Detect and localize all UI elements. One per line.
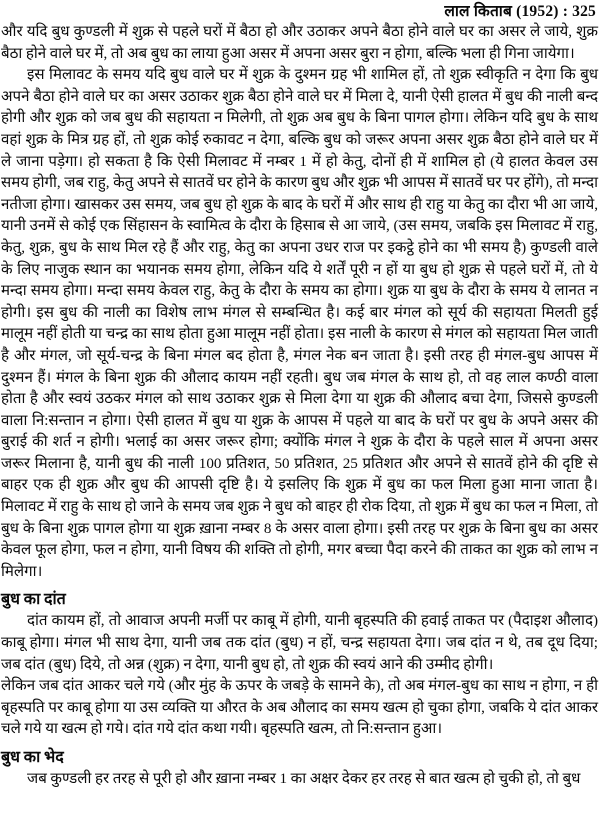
paragraph: जब कुण्डली हर तरह से पूरी हो और ख़ाना नम्बर 1 का अक्षर देकर हर तरह से बात खत्म हो चुकी हो, तो बुध [27,771,581,787]
paragraph-continuation: और यदि बुध कुण्डली में शुक्र से पहले घरों में बैठा हो और उठाकर अपने बैठा होने वाले घर का असर ले जाये, शुक्र बैठा होने वाले घर में, तो अब बुध का लाया हुआ असर में अपना असर बुरा न होगा, बल्कि भला ही गिना जायेगा। [1,24,598,62]
page-body [1,22,598,791]
running-head: लाल किताब (1952) : 325 [444,3,596,20]
paragraph: इस मिलावट के समय यदि बुध वाले घर में शुक्र के दुश्मन ग्रह भी शामिल हों, तो शुक्र स्वीकृति न देगा कि बुध अपने बैठा होने वाले घर का असर उठाकर शुक्र बैठा होने वाले घर में मिला दे, यानी ऐसी हालत में बुध की नाली बन्द होगी और शुक्र को जब बुध की सहायता न मिलेगी, तो शुक्र अब बुध के बिना पागल होगा। लेकिन यदि बुध के साथ वहां शुक्र के मित्र ग्रह हों, तो शुक्र कोई रुकावट न देगा, बल्कि बुध को जरूर अपना असर शुक्र बैठा होने वाले घर में ले जाना पड़ेगा। हो सकता है कि ऐसी मिलावट में नम्बर 1 में हो केतु, दोनों ही में शामिल हो (ये हालत केवल उस समय होगी, जब राहु, केतु अपने से सातवें घर होने के कारण बुध और शुक्र भी आपस में सातवें घर पर होंगे), तो मन्दा नतीजा होगा। खासकर उस समय, जब बुध हो शुक्र के बाद के घरों में और साथ ही राहु या केतु का दौरा भी आ जाये, यानी उनमें से कोई एक सिंहासन के स्वामित्व के दौरा के हिसाब से आ जाये, (उस समय, जबकि इस मिलावट में राहु, केतु, शुक्र, बुध के साथ मिल रहे हैं और राहु, केतु का अपना उधर राज पर इकट्ठे होने का भी समय है) कुण्डली वाले के लिए नाजुक स्थान का भयानक समय होगा, लेकिन यदि ये शर्तें पूरी न हों या बुध हो शुक्र से पहले घरों में, तो ये मन्दा समय होगा। मन्दा समय केवल राहु, केतु के दौरा के समय का होगा। शुक्र या बुध के दौरा के समय ये लानत न होगी। इस बुध की नाली का विशेष लाभ मंगल से सम्बन्धित है। कई बार मंगल को सूर्य की सहायता मिलती हुई मालूम नहीं होती या चन्द्र का साथ होता हुआ मालूम नहीं होता। इस नाली के कारण से मंगल को सहायता मिल जाती है और मंगल, जो सूर्य-चन्द्र के बिना मंगल बद होता है, मंगल नेक बन जाता है। इसी तरह ही मंगल-बुध आपस में दुश्मन हैं। मंगल के बिना शुक्र की औलाद कायम नहीं रहती। बुध जब मंगल के साथ हो, तो वह लाल कण्ठी वाला होता है और स्वयं उठकर मंगल को साथ उठाकर शुक्र से मिला देगा या शुक्र की औलाद बचा देगा, जिससे कुण्डली वाला नि:सन्तान न होगा। ऐसी हालत में बुध या शुक्र के आपस में पहले या बाद के घरों पर बुध के अपने असर की बुराई की शर्त न होगी। भलाई का असर जरूर होगा; क्योंकि मंगल ने शुक्र के दौरा के पहले साल में अपना असर जरूर मिलाना है, यानी बुध की नाली 100 प्रतिशत, 50 प्रतिशत, 25 प्रतिशत और अपने से सातवें होने की दृष्टि से बाहर एक ही शुक्र और बुध की आपसी दृष्टि है। ये इसलिए कि शुक्र में बुध का फल मिला हुआ माना जाता है। मिलावट में राहु के साथ हो जाने के समय जब शुक्र ने बुध को बाहर ही रोक दिया, तो शुक्र में बुध का फल न मिला, तो बुध के बिना शुक्र पागल होगा या शुक्र ख़ाना नम्बर 8 के असर वाला होगा। इसी तरह पर शुक्र के बिना बुध का असर केवल फूल होगा, फल न होगा, यानी विषय की शक्ति तो होगी, मगर बच्चा पैदा करने की ताकत का शुक्र को लाभ न मिलेगा। [1,67,599,580]
section-heading-budh-ka-daant: बुध का दांत [1,591,66,609]
paragraph: दांत कायम हों, तो आवाज अपनी मर्जी पर काबू में होगी, यानी बृहस्पति की हवाई ताकत पर (पैदाइश औलाद) काबू होगा। मंगल भी साथ देगा, यानी जब तक दांत (बुध) न हों, चन्द्र सहायता देगा। जब दांत न थे, तब दूध दिया; जब दांत (बुध) दिये, तो अन्न (शुक्र) न देगा, यानी बुध हो, तो शुक्र की स्वयं आने की उम्मीद होगी। [1,613,598,673]
last-paragraph-clip [1,769,598,791]
section-heading-budh-ka-bhed: बुध का भेद [1,749,64,766]
paragraph: लेकिन जब दांत आकर चले गये (और मुंह के ऊपर के जबड़े के सामने के), तो अब मंगल-बुध का साथ न होगा, न ही बृहस्पति पर काबू होगा या उस व्यक्ति या औरत के अब औलाद का समय खत्म हो चुका होगा, जबकि ये दांत आकर चले गये या खत्म हो गये। दांत गये दांत कथा गयी। बृहस्पति खत्म, तो नि:सन्तान हुआ। [1,678,598,738]
